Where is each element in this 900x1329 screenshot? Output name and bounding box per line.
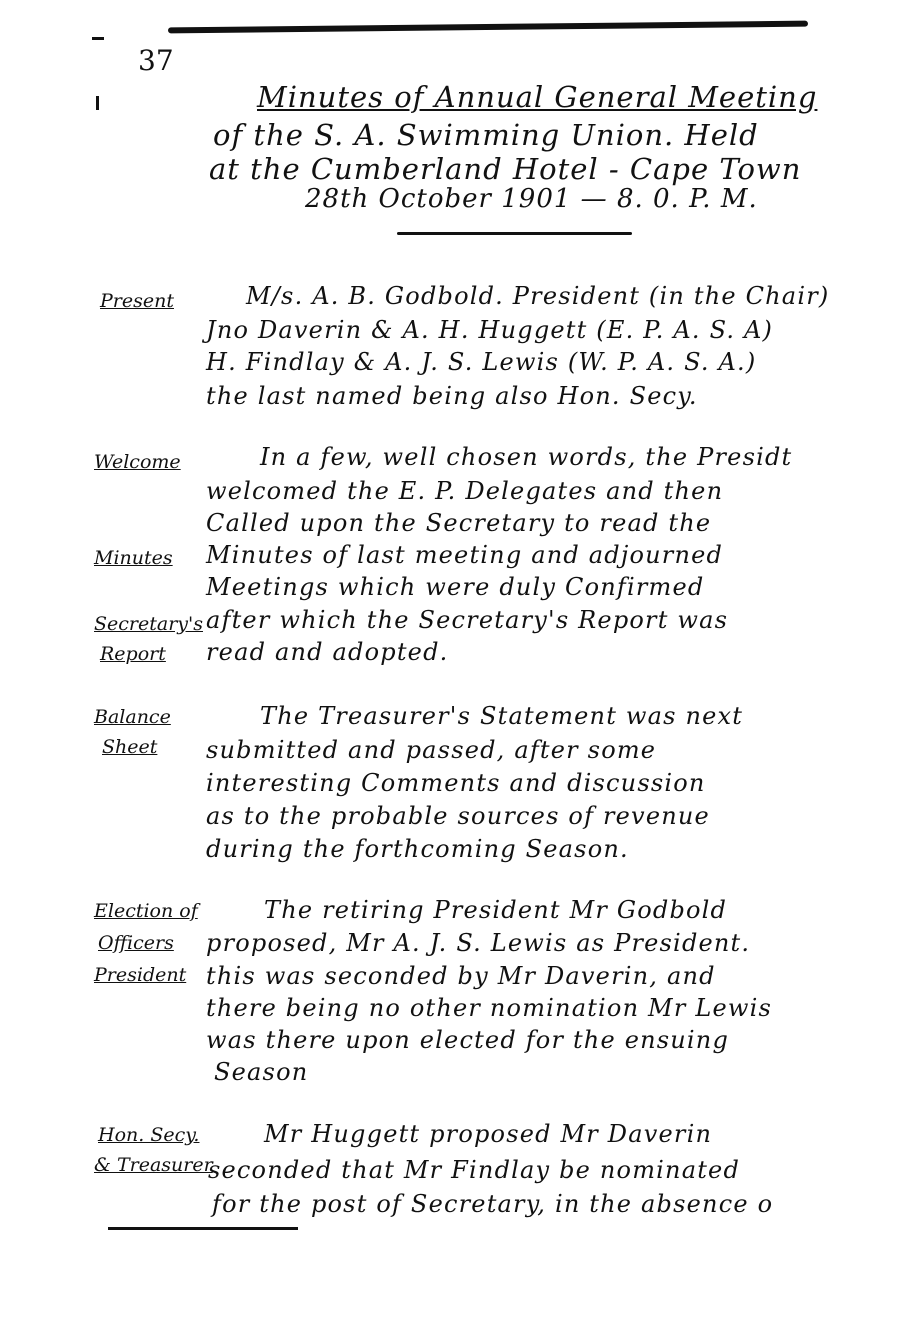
title-date-line: 28th October 1901 — 8. 0. P. M.	[305, 184, 758, 214]
body-line: In a few, well chosen words, the Presidt	[260, 443, 793, 471]
body-line: proposed, Mr A. J. S. Lewis as President.	[206, 929, 751, 957]
body-line: seconded that Mr Findlay be nominated	[208, 1156, 741, 1184]
margin-label-president: President	[94, 964, 187, 986]
body-line: The Treasurer's Statement was next	[260, 702, 744, 730]
title-line: at the Cumberland Hotel - Cape Town	[209, 152, 802, 186]
body-line: for the post of Secretary, in the absence o	[212, 1190, 774, 1218]
body-line: welcomed the E. P. Delegates and then	[206, 477, 724, 505]
body-line: this was seconded by Mr Daverin, and	[206, 962, 716, 990]
body-line: Called upon the Secretary to read the	[206, 509, 712, 537]
body-line: interesting Comments and discussion	[206, 769, 706, 797]
body-line: Season	[214, 1058, 309, 1086]
margin-label-sheet: Sheet	[102, 736, 158, 758]
body-line: Mr Huggett proposed Mr Daverin	[264, 1120, 713, 1148]
body-line: after which the Secretary's Report was	[206, 606, 729, 634]
title-rule	[397, 232, 632, 235]
margin-label-officers: Officers	[98, 932, 174, 954]
title-line: Minutes of Annual General Meeting	[257, 80, 818, 114]
body-line: H. Findlay & A. J. S. Lewis (W. P. A. S. A.)	[206, 348, 757, 376]
top-rule	[168, 21, 808, 34]
margin-label-present: Present	[100, 290, 174, 312]
body-line: there being no other nomination Mr Lewis	[206, 994, 773, 1022]
body-line: was there upon elected for the ensuing	[206, 1026, 730, 1054]
body-line: The retiring President Mr Godbold	[264, 896, 728, 924]
margin-label-welcome: Welcome	[94, 451, 181, 473]
top-left-tick	[92, 37, 104, 40]
body-line: M/s. A. B. Godbold. President (in the Chair)	[246, 282, 830, 310]
body-line: Minutes of last meeting and adjourned	[206, 541, 724, 569]
margin-label-election-of: Election of	[94, 900, 198, 922]
body-line: Meetings which were duly Confirmed	[206, 573, 705, 601]
margin-label-treasurer: & Treasurer	[94, 1154, 213, 1176]
title-line: of the S. A. Swimming Union. Held	[213, 118, 759, 152]
body-line: read and adopted.	[206, 638, 449, 666]
page-number: 37	[138, 44, 174, 77]
margin-label-hon-secy: Hon. Secy.	[98, 1124, 200, 1146]
margin-label-balance: Balance	[94, 706, 171, 728]
body-line: Jno Daverin & A. H. Huggett (E. P. A. S. A)	[206, 316, 774, 344]
margin-label-minutes: Minutes	[94, 547, 173, 569]
margin-label-secretarys: Secretary's	[94, 613, 203, 635]
margin-mark	[96, 96, 99, 110]
body-line: submitted and passed, after some	[206, 736, 657, 764]
body-line: during the forthcoming Season.	[206, 835, 629, 863]
margin-label-report: Report	[100, 643, 166, 665]
body-line: the last named being also Hon. Secy.	[206, 382, 698, 410]
body-line: as to the probable sources of revenue	[206, 802, 710, 830]
bottom-rule	[108, 1227, 298, 1230]
